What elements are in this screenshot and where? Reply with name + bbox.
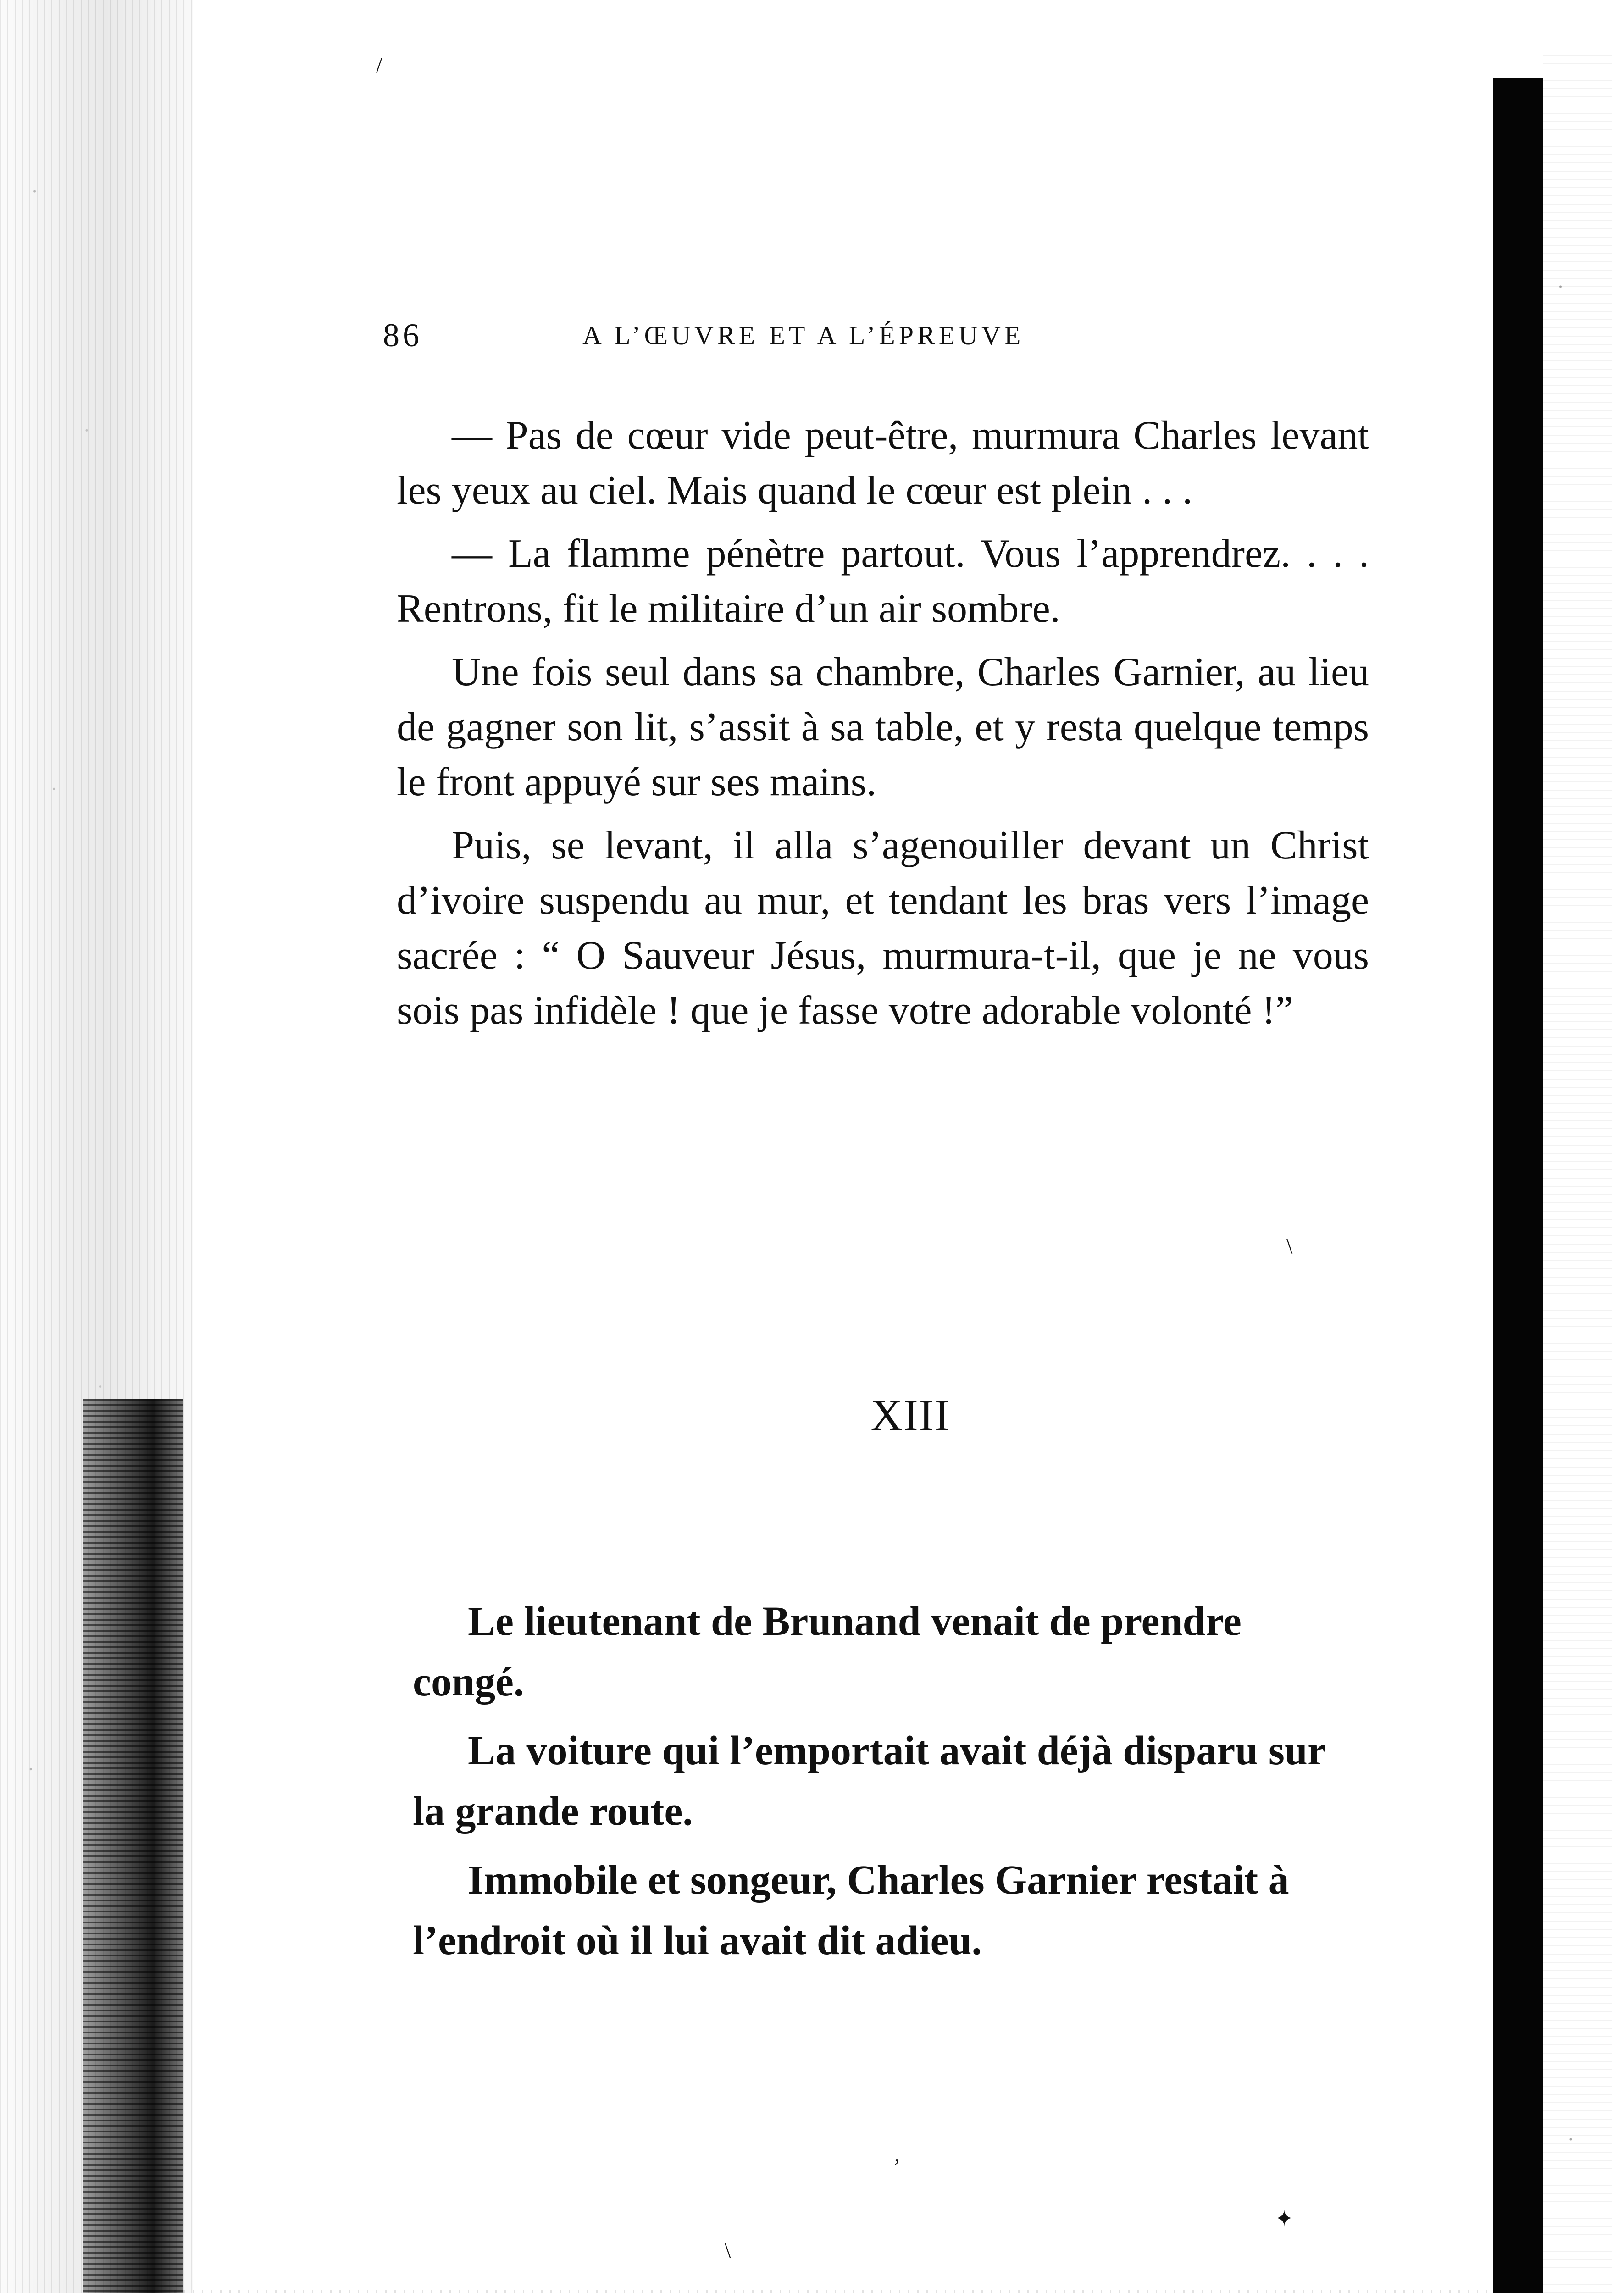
right-black-border [1493, 78, 1543, 2293]
chapter-heading: XIII [870, 1390, 950, 1440]
paragraph-3: Une fois seul dans sa chambre, Charles Garnier, au lieu de gagner son lit, s’assit à sa table, et y resta quelque temps le front appuyé sur ses mains. [397, 650, 1369, 804]
bottom-scan-noise [174, 2290, 1518, 2293]
main-text-block [397, 408, 1369, 1047]
running-title: A L’ŒUVRE ET A L’ÉPREUVE [582, 321, 1025, 350]
paragraph-4: Puis, se levant, il alla s’agenouiller devant un Christ d’ivoire suspendu au mur, et tendant les bras vers l’image sacrée : “ O Sauveur Jésus, murmura-t-il, que je ne vous sois pas infidèle ! que je fasse votre adorable volonté !” [397, 823, 1369, 1033]
left-scan-shadow [83, 1399, 183, 2293]
paragraph-1: — Pas de cœur vide peut-être, murmura Charles levant les yeux au ciel. Mais quand le cœur est plein . . . [397, 413, 1369, 513]
chapter-text-block [413, 1591, 1358, 1979]
paragraph-2: — La flamme pénètre partout. Vous l’apprendrez. . . . Rentrons, fit le militaire d’un air sombre. [397, 532, 1369, 631]
right-scan-noise [1543, 55, 1612, 2293]
scan-speck: \ [1286, 1234, 1293, 1258]
chapter-paragraph-2: La voiture qui l’emportait avait déjà disparu sur la grande route. [413, 1728, 1325, 1834]
page-header [383, 316, 1199, 358]
scan-speck: , [894, 2142, 900, 2166]
page-number: 86 [383, 317, 422, 354]
scan-speck: \ [725, 2238, 731, 2263]
scan-speck: / [376, 53, 382, 78]
scan-speck: ✦ [1275, 2207, 1294, 2231]
chapter-paragraph-3: Immobile et songeur, Charles Garnier restait à l’endroit où il lui avait dit adieu. [413, 1857, 1289, 1963]
chapter-paragraph-1: Le lieutenant de Brunand venait de prendre congé. [413, 1599, 1242, 1705]
